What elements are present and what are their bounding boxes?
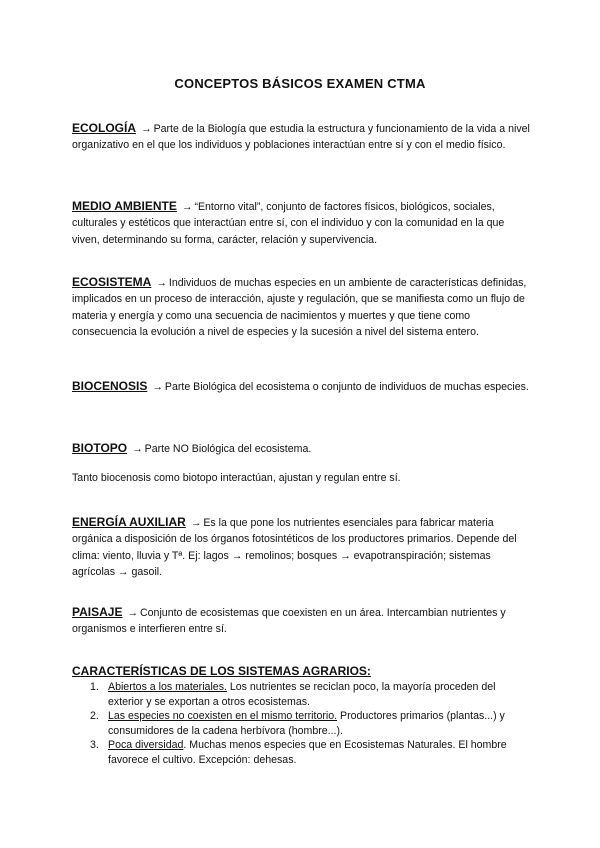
- arrow-icon: →: [140, 123, 152, 135]
- definition-text: Individuos de muchas especies en un ambiente de características definidas, implicados en un proceso de interacción, ajuste y regulación, que se manifiesta como un flujo de materia y energía y como una secuencia de nacimientos y muertes y que tiene como consecuencia la evolución a nivel de especies y la sucesión a nivel del sistema entero.: [72, 277, 527, 339]
- agrarios-list: [72, 680, 532, 768]
- list-item-text: Los nutrientes se reciclan poco, la mayoría proceden del exterior y se exportan a otros ecosistemas.: [108, 681, 496, 708]
- definition-text: Es la que pone los nutrientes esenciales para fabricar materia orgánica a disposición de los órganos fotosintéticos de los productores primarios. Depende del clima: viento, lluvia y Tª. Ej: lagos → remolinos; bosques → evapotranspiración; sistemas agrícolas → gasoil.: [72, 517, 517, 579]
- term-biotopo: BIOTOPO: [72, 441, 128, 455]
- term-ecologia: ECOLOGÍA: [72, 121, 137, 135]
- definition-text: Parte Biológica del ecosistema o conjunto de individuos de muchas especies.: [164, 381, 529, 393]
- definition-ecosistema: [72, 274, 530, 341]
- arrow-icon: →: [156, 277, 167, 289]
- definition-biocenosis: [72, 378, 530, 395]
- list-item-lead: Abiertos a los materiales.: [108, 681, 227, 693]
- definition-energia-auxiliar: [72, 514, 530, 581]
- arrow-icon: →: [181, 201, 193, 213]
- arrow-icon: →: [132, 443, 143, 455]
- list-number: 3.: [90, 739, 99, 752]
- definition-text: Parte NO Biológica del ecosistema.: [144, 443, 312, 455]
- term-energia-auxiliar: ENERGÍA AUXILIAR: [72, 515, 186, 529]
- term-medio-ambiente: MEDIO AMBIENTE: [72, 199, 177, 213]
- list-item: [72, 738, 532, 767]
- arrow-icon: →: [190, 517, 202, 529]
- note-biocenosis-biotopo: Tanto biocenosis como biotopo interactúan, ajustan y regulan entre sí.: [72, 472, 401, 484]
- list-item-lead: Poca diversidad: [108, 739, 184, 752]
- definition-medio-ambiente: [72, 198, 530, 248]
- term-ecosistema: ECOSISTEMA: [72, 275, 152, 289]
- definition-text: Parte de la Biología que estudia la estructura y funcionamiento de la vida a nivel organizativo en el que los individuos y poblaciones interactúan entre sí y con el medio físico.: [72, 123, 530, 152]
- list-item-lead: Las especies no coexisten en el mismo territorio.: [108, 710, 338, 723]
- term-biocenosis: BIOCENOSIS: [72, 379, 148, 393]
- list-number: 2.: [90, 710, 99, 723]
- definition-text: Conjunto de ecosistemas que coexisten en un área. Intercambian nutrientes y organismos e interfieren entre sí.: [72, 607, 506, 636]
- definition-paisaje: [72, 604, 530, 638]
- definition-text: “Entorno vital”, conjunto de factores físicos, biológicos, sociales, culturales y estéticos que interactúan entre sí, con el individuo y con la comunidad en la que viven, determinando su forma, carácter, relación y supervivencia.: [72, 201, 505, 246]
- page-title: CONCEPTOS BÁSICOS EXAMEN CTMA: [174, 76, 426, 91]
- list-item: [72, 680, 532, 709]
- definition-biotopo: [72, 440, 530, 457]
- list-item: [72, 709, 532, 738]
- list-item-text: . Muchas menos especies que en Ecosistemas Naturales. El hombre favorece el cultivo. Excepción: dehesas.: [108, 739, 507, 766]
- term-paisaje: PAISAJE: [72, 605, 123, 619]
- arrow-icon: →: [127, 607, 139, 619]
- arrow-icon: →: [152, 381, 163, 393]
- definition-ecologia: [72, 120, 530, 154]
- list-item-text: Productores primarios (plantas...) y consumidores de la cadena herbívora (hombre...).: [108, 710, 505, 737]
- section-heading-sistemas-agrarios: CARACTERÍSTICAS DE LOS SISTEMAS AGRARIOS:: [72, 664, 371, 678]
- list-number: 1.: [90, 681, 99, 693]
